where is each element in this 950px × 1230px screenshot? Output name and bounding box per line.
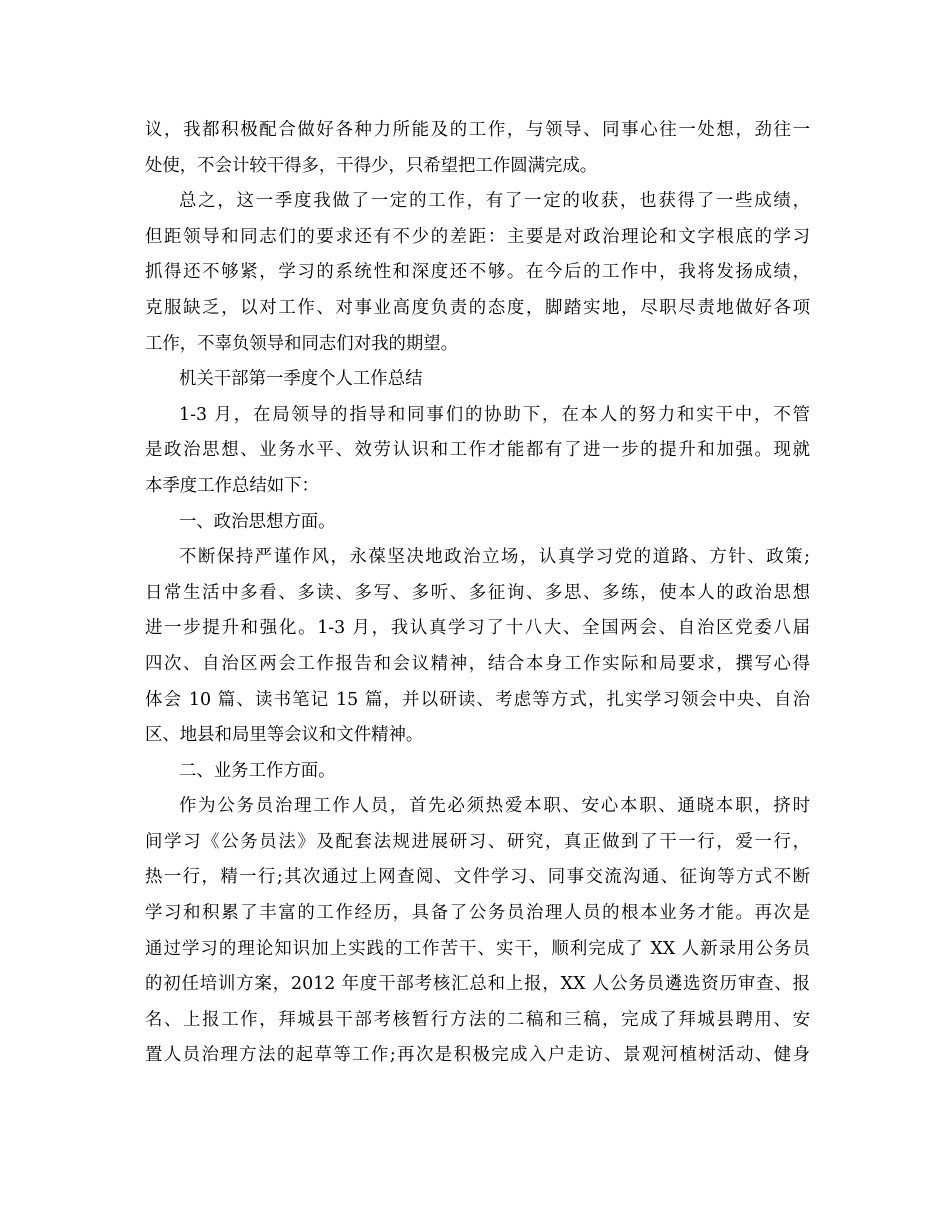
text-line: 工作，不辜负领导和同志们对我的期望。 bbox=[145, 333, 459, 354]
text-line: 本季度工作总结如下： bbox=[145, 475, 319, 496]
text-line: 通过学习的理论知识加上实践的工作苦干、实干，顺利完成了 XX 人新录用公务员 bbox=[145, 938, 810, 959]
text-line: 间学习《公务员法》及配套法规进展研习、研究，真正做到了干一行，爱一行， bbox=[145, 831, 810, 852]
text-line: 一、政治思想方面。 bbox=[179, 511, 336, 532]
text-line: 四次、自治区两会工作报告和会议精神，结合本身工作实际和局要求，撰写心得 bbox=[145, 653, 810, 674]
text-line: 总之，这一季度我做了一定的工作，有了一定的收获，也获得了一些成绩， bbox=[179, 191, 810, 212]
text-line: 作为公务员治理工作人员，首先必须热爱本职、安心本职、通晓本职，挤时 bbox=[179, 796, 810, 817]
text-line: 但距领导和同志们的要求还有不少的差距：主要是对政治理论和文字根底的学习 bbox=[145, 226, 810, 247]
text-line: 二、业务工作方面。 bbox=[179, 760, 336, 781]
text-line: 处使，不会计较干得多，干得少，只希望把工作圆满完成。 bbox=[145, 155, 598, 176]
text-line: 机关干部第一季度个人工作总结 bbox=[179, 369, 423, 390]
text-line: 学习和积累了丰富的工作经历，具备了公务员治理人员的根本业务才能。再次是 bbox=[145, 903, 810, 924]
text-line: 抓得还不够紧，学习的系统性和深度还不够。在今后的工作中，我将发扬成绩， bbox=[145, 262, 810, 283]
text-line: 克服缺乏，以对工作、对事业高度负责的态度，脚踏实地，尽职尽责地做好各项 bbox=[145, 297, 810, 318]
text-line: 体会 10 篇、读书笔记 15 篇，并以研读、考虑等方式，扎实学习领会中央、自治 bbox=[145, 689, 810, 710]
text-line: 的初任培训方案，2012 年度干部考核汇总和上报，XX 人公务员遴选资历审查、报 bbox=[145, 974, 810, 995]
text-line: 1-3 月，在局领导的指导和同事们的协助下，在本人的努力和实干中，不管 bbox=[179, 404, 810, 425]
document-page bbox=[145, 113, 810, 1074]
text-line: 名、上报工作，拜城县干部考核暂行方法的二稿和三稿，完成了拜城县聘用、安 bbox=[145, 1009, 810, 1030]
text-line: 进一步提升和强化。1-3 月，我认真学习了十八大、全国两会、自治区党委八届 bbox=[145, 618, 810, 639]
text-line: 不断保持严谨作风，永葆坚决地政治立场，认真学习党的道路、方针、政策; bbox=[179, 547, 810, 568]
text-line: 热一行，精一行;其次通过上网查阅、文件学习、同事交流沟通、征询等方式不断 bbox=[145, 867, 810, 888]
text-line: 是政治思想、业务水平、效劳认识和工作才能都有了进一步的提升和加强。现就 bbox=[145, 440, 810, 461]
text-line: 区、地县和局里等会议和文件精神。 bbox=[145, 725, 424, 746]
text-line: 置人员治理方法的起草等工作;再次是积极完成入户走访、景观河植树活动、健身 bbox=[145, 1045, 810, 1066]
text-line: 议，我都积极配合做好各种力所能及的工作，与领导、同事心往一处想，劲往一 bbox=[145, 120, 810, 140]
text-line: 日常生活中多看、多读、多写、多听、多征询、多思、多练，使本人的政治思想 bbox=[145, 582, 810, 603]
